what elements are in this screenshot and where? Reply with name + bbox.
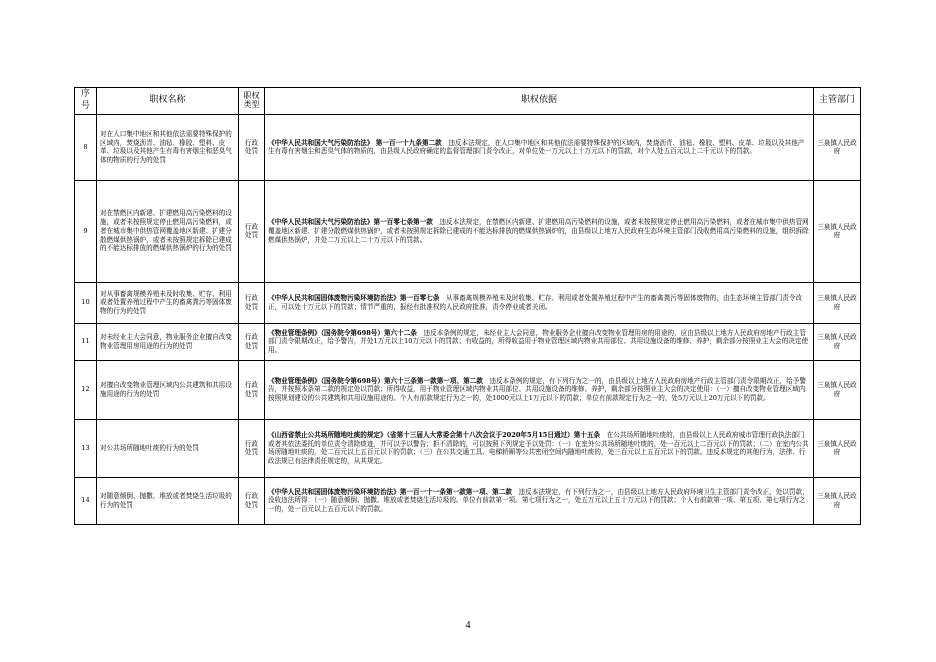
authority-type: 行政处罚 [239, 323, 265, 360]
department: 三泉镇人民政府 [814, 282, 861, 323]
basis-text: 违反本条例的规定，未经业主大会同意，物业服务企业擅自改变物业管理用房的用途的，应由县级以上地方人民政府房地产行政主管部门责令限期改正，给予警告，并处1万元以上10万元以下的罚款；有收益的，所得收益用于物业管理区域内物业共用部位、共用设施设备的维修、养护，剩余部分按照业主大会的决定使用。 [268, 328, 809, 355]
row-number: 14 [75, 477, 97, 524]
authority-basis [265, 180, 814, 282]
law-citation: 《山西省禁止公共场所随地吐痰的规定》（省第十三届人大常委会第十八次会议于2020年5月15日通过）第十五条 [268, 430, 601, 439]
authority-basis [265, 419, 814, 477]
basis-text: 违反本法规定，在禁燃区内新建、扩建燃用高污染燃料的设施，或者未按照规定停止燃用高污染燃料，或者在城市集中供热管网覆盖地区新建、扩建分散燃煤供热锅炉，或者未按照规定拆除已建成的不能达标排放的燃煤供热锅炉的，由县级以上地方人民政府生态环境主管部门没收燃用高污染燃料的设施，组织拆除燃煤供热锅炉，并处二万元以上二十万元以下的罚款。 [268, 218, 809, 244]
basis-text: 违反本法规定，在人口集中地区和其他依法需要特殊保护的区域内，焚烧沥青、油毡、橡胶、塑料、皮革、垃圾以及其他产生有毒有害烟尘和恶臭气体的物质的，由县级人民政府确定的监督管理部门责令改正，对单位处一万元以上十万元以下的罚款，对个人处五百元以上二千元以下的罚款。 [268, 138, 805, 156]
department: 三泉镇人民政府 [814, 114, 861, 180]
law-citation: 《中华人民共和国固体废物污染环境防治法》第一百零七条 [268, 294, 440, 303]
authority-table [74, 87, 861, 525]
table-row [75, 180, 861, 282]
page-number: 4 [465, 620, 471, 631]
header-dept: 主管部门 [814, 88, 861, 115]
authority-type: 行政处罚 [239, 477, 265, 524]
basis-text: 违反本法规定，有下列行为之一，由县级以上地方人民政府环境卫生主管部门责令改正，处以罚款，没收违法所得：（一）随意倾倒、抛撒、堆放或者焚烧生活垃圾的。单位有前款第一项、第七项行为之一，处五万元以上五十万元以下的罚款；个人有前款第一项、第五项、第七项行为之一的，处一百元以上五百元以下的罚款。 [268, 487, 809, 514]
department: 三泉镇人民政府 [814, 180, 861, 282]
row-number: 13 [75, 419, 97, 477]
header-type: 职权类型 [239, 88, 265, 115]
table-row [75, 477, 861, 524]
authority-basis [265, 114, 814, 180]
header-no: 序号 [75, 88, 97, 115]
row-number: 12 [75, 360, 97, 419]
table-row [75, 282, 861, 323]
basis-text: 从事畜禽规模养殖未及时收集、贮存、利用或者处置养殖过程中产生的畜禽粪污等固体废物的，由生态环境主管部门责令改正，可以处十万元以下的罚款；情节严重的，报经有批准权的人民政府批准，责令停业或者关闭。 [268, 294, 803, 311]
law-citation: 《物业管理条例》（国务院令第698号）第六十二条 [268, 328, 417, 337]
table-row [75, 114, 861, 180]
table-header-row [75, 88, 861, 115]
authority-type: 行政处罚 [239, 180, 265, 282]
authority-type: 行政处罚 [239, 360, 265, 419]
authority-name: 对从事畜禽规模养殖未及时收集、贮存、利用或者处置养殖过程中产生的畜禽粪污等固体废物的行为的处罚 [97, 282, 239, 323]
basis-text: 在公共场所随地吐痰的，由县级以上人民政府城市管理行政执法部门或者其依法委托的单位责令清除痰迹，并可以予以警告；拒不清除的，可以按照下列规定予以处罚：（一）在室外公共场所随地吐痰的，处一百元以上二百元以下的罚款；（二）在室内公共场所随地吐痰的，处二百元以上五百元以下的罚款；（三）在公共交通工具、电梯轿厢等公共密闭空间内随地吐痰的，处三百元以上五百元以下的罚款。违反本规定的其他行为，法律、行政法规已有法律责任规定的，从其规定。 [268, 430, 809, 465]
authority-basis [265, 323, 814, 360]
authority-type: 行政处罚 [239, 114, 265, 180]
row-number: 10 [75, 282, 97, 323]
department: 三泉镇人民政府 [814, 323, 861, 360]
law-citation: 《中华人民共和国大气污染防治法》第一百零七条第一款 [268, 218, 433, 227]
table-row [75, 360, 861, 419]
department: 三泉镇人民政府 [814, 419, 861, 477]
department: 三泉镇人民政府 [814, 477, 861, 524]
authority-name: 对擅自改变物业管理区域内公共建筑和共用设施用途的行为的处罚 [97, 360, 239, 419]
law-citation: 《中华人民共和国大气污染防治法》 第一百一十九条第二款 [268, 138, 442, 147]
row-number: 8 [75, 114, 97, 180]
header-basis: 职权依据 [265, 88, 814, 115]
authority-name: 对在人口集中地区和其他依法需要特殊保护的区域内，焚烧沥青、油毡、橡胶、塑料、皮革、垃圾以及其他产生有毒有害烟尘和恶臭气体的物质的行为的处罚 [97, 114, 239, 180]
row-number: 11 [75, 323, 97, 360]
authority-type: 行政处罚 [239, 419, 265, 477]
authority-type: 行政处罚 [239, 282, 265, 323]
authority-name: 对随意倾倒、抛撒、堆放或者焚烧生活垃圾的行为的处罚 [97, 477, 239, 524]
authority-basis [265, 282, 814, 323]
authority-name: 对公共场所随地吐痰的行为的处罚 [97, 419, 239, 477]
authority-basis [265, 360, 814, 419]
authority-name: 对在禁燃区内新建、扩建燃用高污染燃料的设施，或者未按照规定停止燃用高污染燃料，或者在城市集中供热管网覆盖地区新建、扩建分散燃煤供热锅炉，或者未按照规定拆除已建成的不能达标排放的燃煤供热锅炉的行为的处罚 [97, 180, 239, 282]
basis-text: 违反本条例的规定，有下列行为之一的，由县级以上地方人民政府房地产行政主管部门责令限期改正，给予警告，并按照本条第二款的规定处以罚款；所得收益，用于物业管理区域内物业共用部位、共用设施设备的维修、养护，剩余部分按照业主大会的决定使用：（一）擅自改变物业管理区域内按照规划建设的公共建筑和共用设施用途的。个人有前款规定行为之一的，处1000元以上1万元以下的罚款；单位有前款规定行为之一的，处5万元以上20万元以下的罚款。 [268, 376, 806, 403]
table-row [75, 323, 861, 360]
authority-name: 对未经业主大会同意，物业服务企业擅自改变物业管理用房用途的行为的处罚 [97, 323, 239, 360]
law-citation: 《物业管理条例》（国务院令第698号）第六十三条第一款第一项、第二款 [268, 376, 483, 385]
table-row [75, 419, 861, 477]
law-citation: 《中华人民共和国固体废物污染环境防治法》第一百一十一条第一款第一项、第二款 [268, 487, 512, 496]
department: 三泉镇人民政府 [814, 360, 861, 419]
authority-basis [265, 477, 814, 524]
header-name: 职权名称 [97, 88, 239, 115]
row-number: 9 [75, 180, 97, 282]
